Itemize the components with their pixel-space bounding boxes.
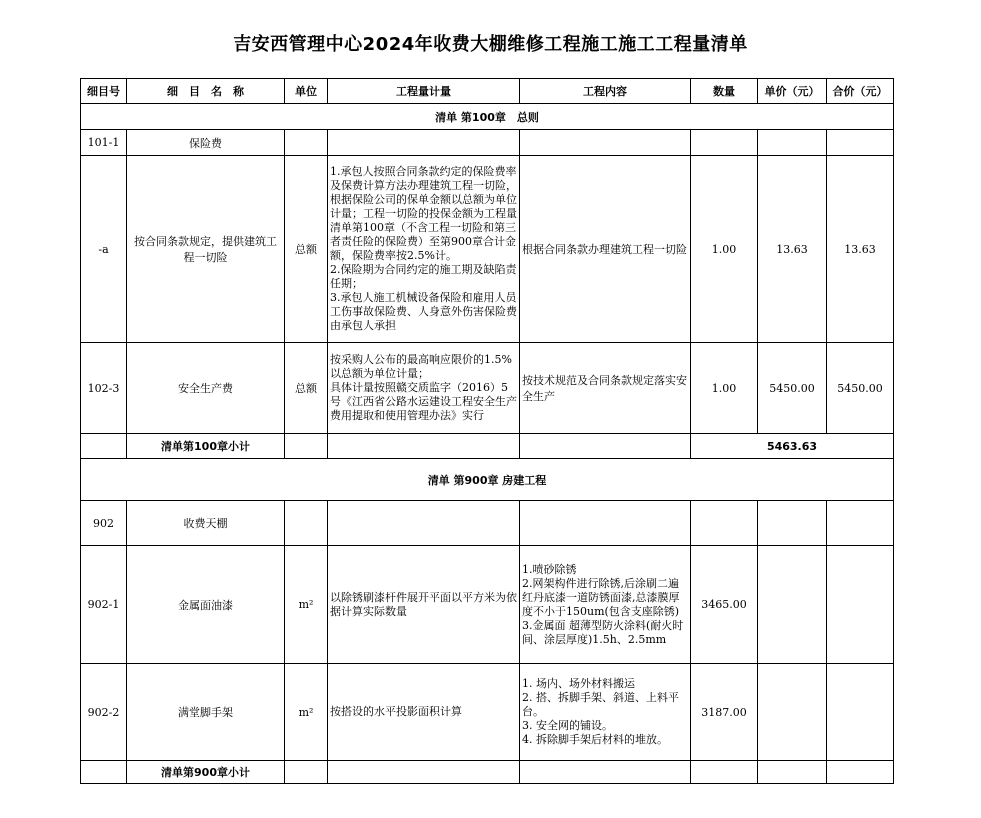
row-calc: 以除锈刷漆杆件展开平面以平方米为依据计算实际数量 (328, 546, 520, 664)
subtotal-100-label: 清单第100章小计 (127, 434, 285, 459)
row-price (758, 501, 827, 546)
row-name: 收费天棚 (127, 501, 285, 546)
table-row (81, 664, 894, 761)
table-row (81, 130, 894, 156)
row-content: 1.喷砂除锈 2.网架构件进行除锈,后涂刷二遍红丹底漆一道防锈面漆,总漆膜厚度不小于150um(包含支座除锈) 3.金属面 超薄型防火涂料(耐火时间、涂层厚度)1.5h、2.5mm (520, 546, 691, 664)
row-price: 5450.00 (758, 343, 827, 434)
row-price (758, 664, 827, 761)
row-content: 根据合同条款办理建筑工程一切险 (520, 156, 691, 343)
row-content (520, 130, 691, 156)
row-content: 按技术规范及合同条款规定落实安全生产 (520, 343, 691, 434)
section-100-row (81, 104, 894, 130)
row-calc: 按搭设的水平投影面积计算 (328, 664, 520, 761)
row-name: 按合同条款规定，提供建筑工程一切险 (127, 156, 285, 343)
row-code: 101-1 (81, 130, 127, 156)
row-total: 5450.00 (827, 343, 894, 434)
header-qty: 数量 (691, 79, 758, 104)
table-row (81, 343, 894, 434)
bill-of-quantities-table (80, 78, 894, 784)
row-code: 902-2 (81, 664, 127, 761)
row-code: 902-1 (81, 546, 127, 664)
subtotal-row (81, 434, 894, 459)
row-content (520, 501, 691, 546)
row-unit: 总额 (285, 156, 328, 343)
row-qty (691, 501, 758, 546)
row-unit: m² (285, 664, 328, 761)
row-unit (285, 130, 328, 156)
header-code: 细目号 (81, 79, 127, 104)
row-unit: 总额 (285, 343, 328, 434)
row-total (827, 664, 894, 761)
row-code: -a (81, 156, 127, 343)
page-title: 吉安西管理中心2024年收费大棚维修工程施工施工工程量清单 (233, 34, 748, 55)
row-price (758, 130, 827, 156)
section-100-title: 清单 第100章 总则 (81, 104, 894, 130)
header-calc: 工程量计量 (328, 79, 520, 104)
table-row (81, 156, 894, 343)
section-900-row (81, 459, 894, 501)
row-unit (285, 501, 328, 546)
row-price: 13.63 (758, 156, 827, 343)
row-price (758, 546, 827, 664)
row-qty: 3187.00 (691, 664, 758, 761)
subtotal-900-label: 清单第900章小计 (127, 761, 285, 784)
subtotal-100-value: 5463.63 (691, 434, 894, 459)
row-code: 102-3 (81, 343, 127, 434)
header-unit: 单位 (285, 79, 328, 104)
header-row (81, 79, 894, 104)
row-name: 金属面油漆 (127, 546, 285, 664)
row-total (827, 130, 894, 156)
row-code: 902 (81, 501, 127, 546)
table-row (81, 501, 894, 546)
row-total (827, 501, 894, 546)
row-name: 保险费 (127, 130, 285, 156)
row-qty: 1.00 (691, 343, 758, 434)
header-price: 单价（元） (758, 79, 827, 104)
header-content: 工程内容 (520, 79, 691, 104)
subtotal-row (81, 761, 894, 784)
row-name: 满堂脚手架 (127, 664, 285, 761)
row-calc (328, 130, 520, 156)
row-unit: m² (285, 546, 328, 664)
row-qty (691, 130, 758, 156)
row-calc: 按采购人公布的最高响应限价的1.5%以总额为单位计量； 具体计量按照赣交质监字（2016）5号《江西省公路水运建设工程安全生产费用提取和使用管理办法》实行 (328, 343, 520, 434)
row-total (827, 546, 894, 664)
row-calc (328, 501, 520, 546)
section-900-title: 清单 第900章 房建工程 (81, 459, 894, 501)
row-content: 1. 场内、场外材料搬运 2. 搭、拆脚手架、斜道、上料平台。 3. 安全网的铺设。 4. 拆除脚手架后材料的堆放。 (520, 664, 691, 761)
table-row (81, 546, 894, 664)
row-total: 13.63 (827, 156, 894, 343)
row-calc: 1.承包人按照合同条款约定的保险费率及保费计算方法办理建筑工程一切险，根据保险公司的保单金额以总额为单位计量；工程一切险的投保金额为工程量清单第100章（不含工程一切险和第三者责任险的保险费）至第900章合计金额，保险费率按2.5%计。 2.保险期为合同约定的施工期及缺陷责任期； 3.承包人施工机械设备保险和雇用人员工伤事故保险费、人身意外伤害保险费由承包人承担 (328, 156, 520, 343)
row-qty: 1.00 (691, 156, 758, 343)
row-name: 安全生产费 (127, 343, 285, 434)
header-name: 细 目 名 称 (127, 79, 285, 104)
row-qty: 3465.00 (691, 546, 758, 664)
header-total: 合价（元） (827, 79, 894, 104)
